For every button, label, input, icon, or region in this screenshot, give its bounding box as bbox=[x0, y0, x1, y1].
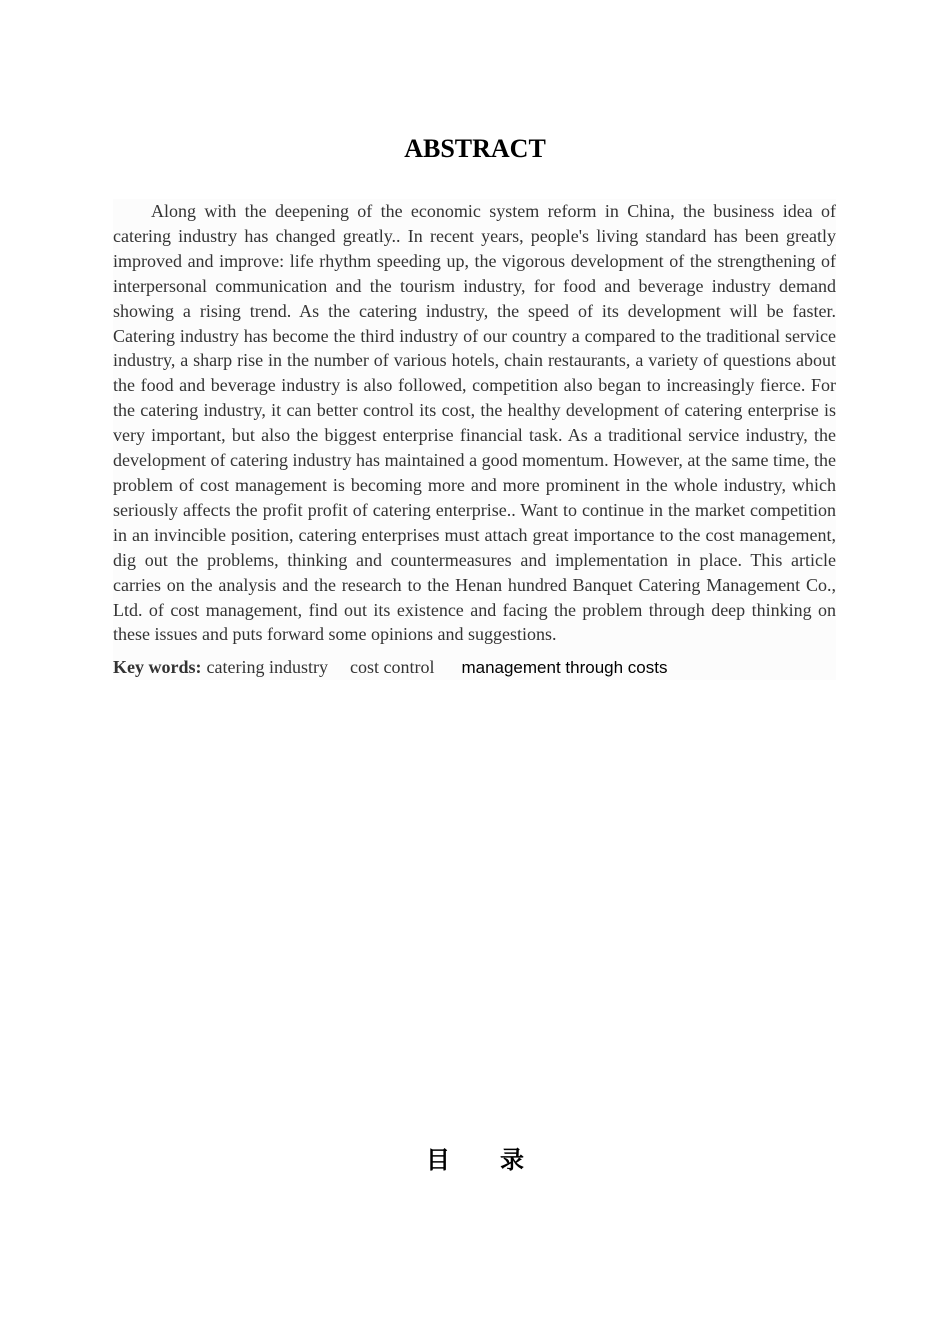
keyword-item: catering industry bbox=[206, 657, 328, 678]
table-of-contents-heading bbox=[0, 1144, 950, 1176]
abstract-body: Along with the deepening of the economic system reform in China, the business idea of catering industry has changed greatly.. In recent years, people's living standard has been greatly improved and improve: life rhythm speeding up, the vigorous development of the strengthening of interpersonal communication and the tourism industry, for food and beverage industry demand showing a rising trend. As the catering industry, the speed of its development will be faster. Catering industry has become the third industry of our country a compared to the traditional service industry, a sharp rise in the number of various hotels, chain restaurants, a variety of questions about the food and beverage industry is also followed, competition also began to increasingly fierce. For the catering industry, it can better control its cost, the healthy development of catering enterprise is very important, but also the biggest enterprise financial task. As a traditional service industry, the development of catering industry has maintained a good momentum. However, at the same time, the problem of cost management is becoming more and more prominent in the whole industry, which seriously affects the profit profit of catering enterprise.. Want to continue in the market competition in an invincible position, catering enterprises must attach great importance to the cost management, dig out the problems, thinking and countermeasures and implementation in place. This article carries on the analysis and the research to the Henan hundred Banquet Catering Management Co., Ltd. of cost management, find out its existence and facing the problem through deep thinking on these issues and puts forward some opinions and suggestions. bbox=[113, 201, 836, 645]
keywords-label: Key words: bbox=[113, 657, 202, 678]
keyword-item: cost control bbox=[349, 657, 435, 678]
keyword-item: management through costs bbox=[461, 658, 668, 678]
keywords-line bbox=[113, 655, 836, 680]
abstract-section bbox=[113, 199, 836, 680]
toc-heading-char: 目 bbox=[426, 1146, 450, 1174]
toc-heading-char: 录 bbox=[500, 1146, 524, 1174]
abstract-heading: ABSTRACT bbox=[404, 134, 546, 163]
